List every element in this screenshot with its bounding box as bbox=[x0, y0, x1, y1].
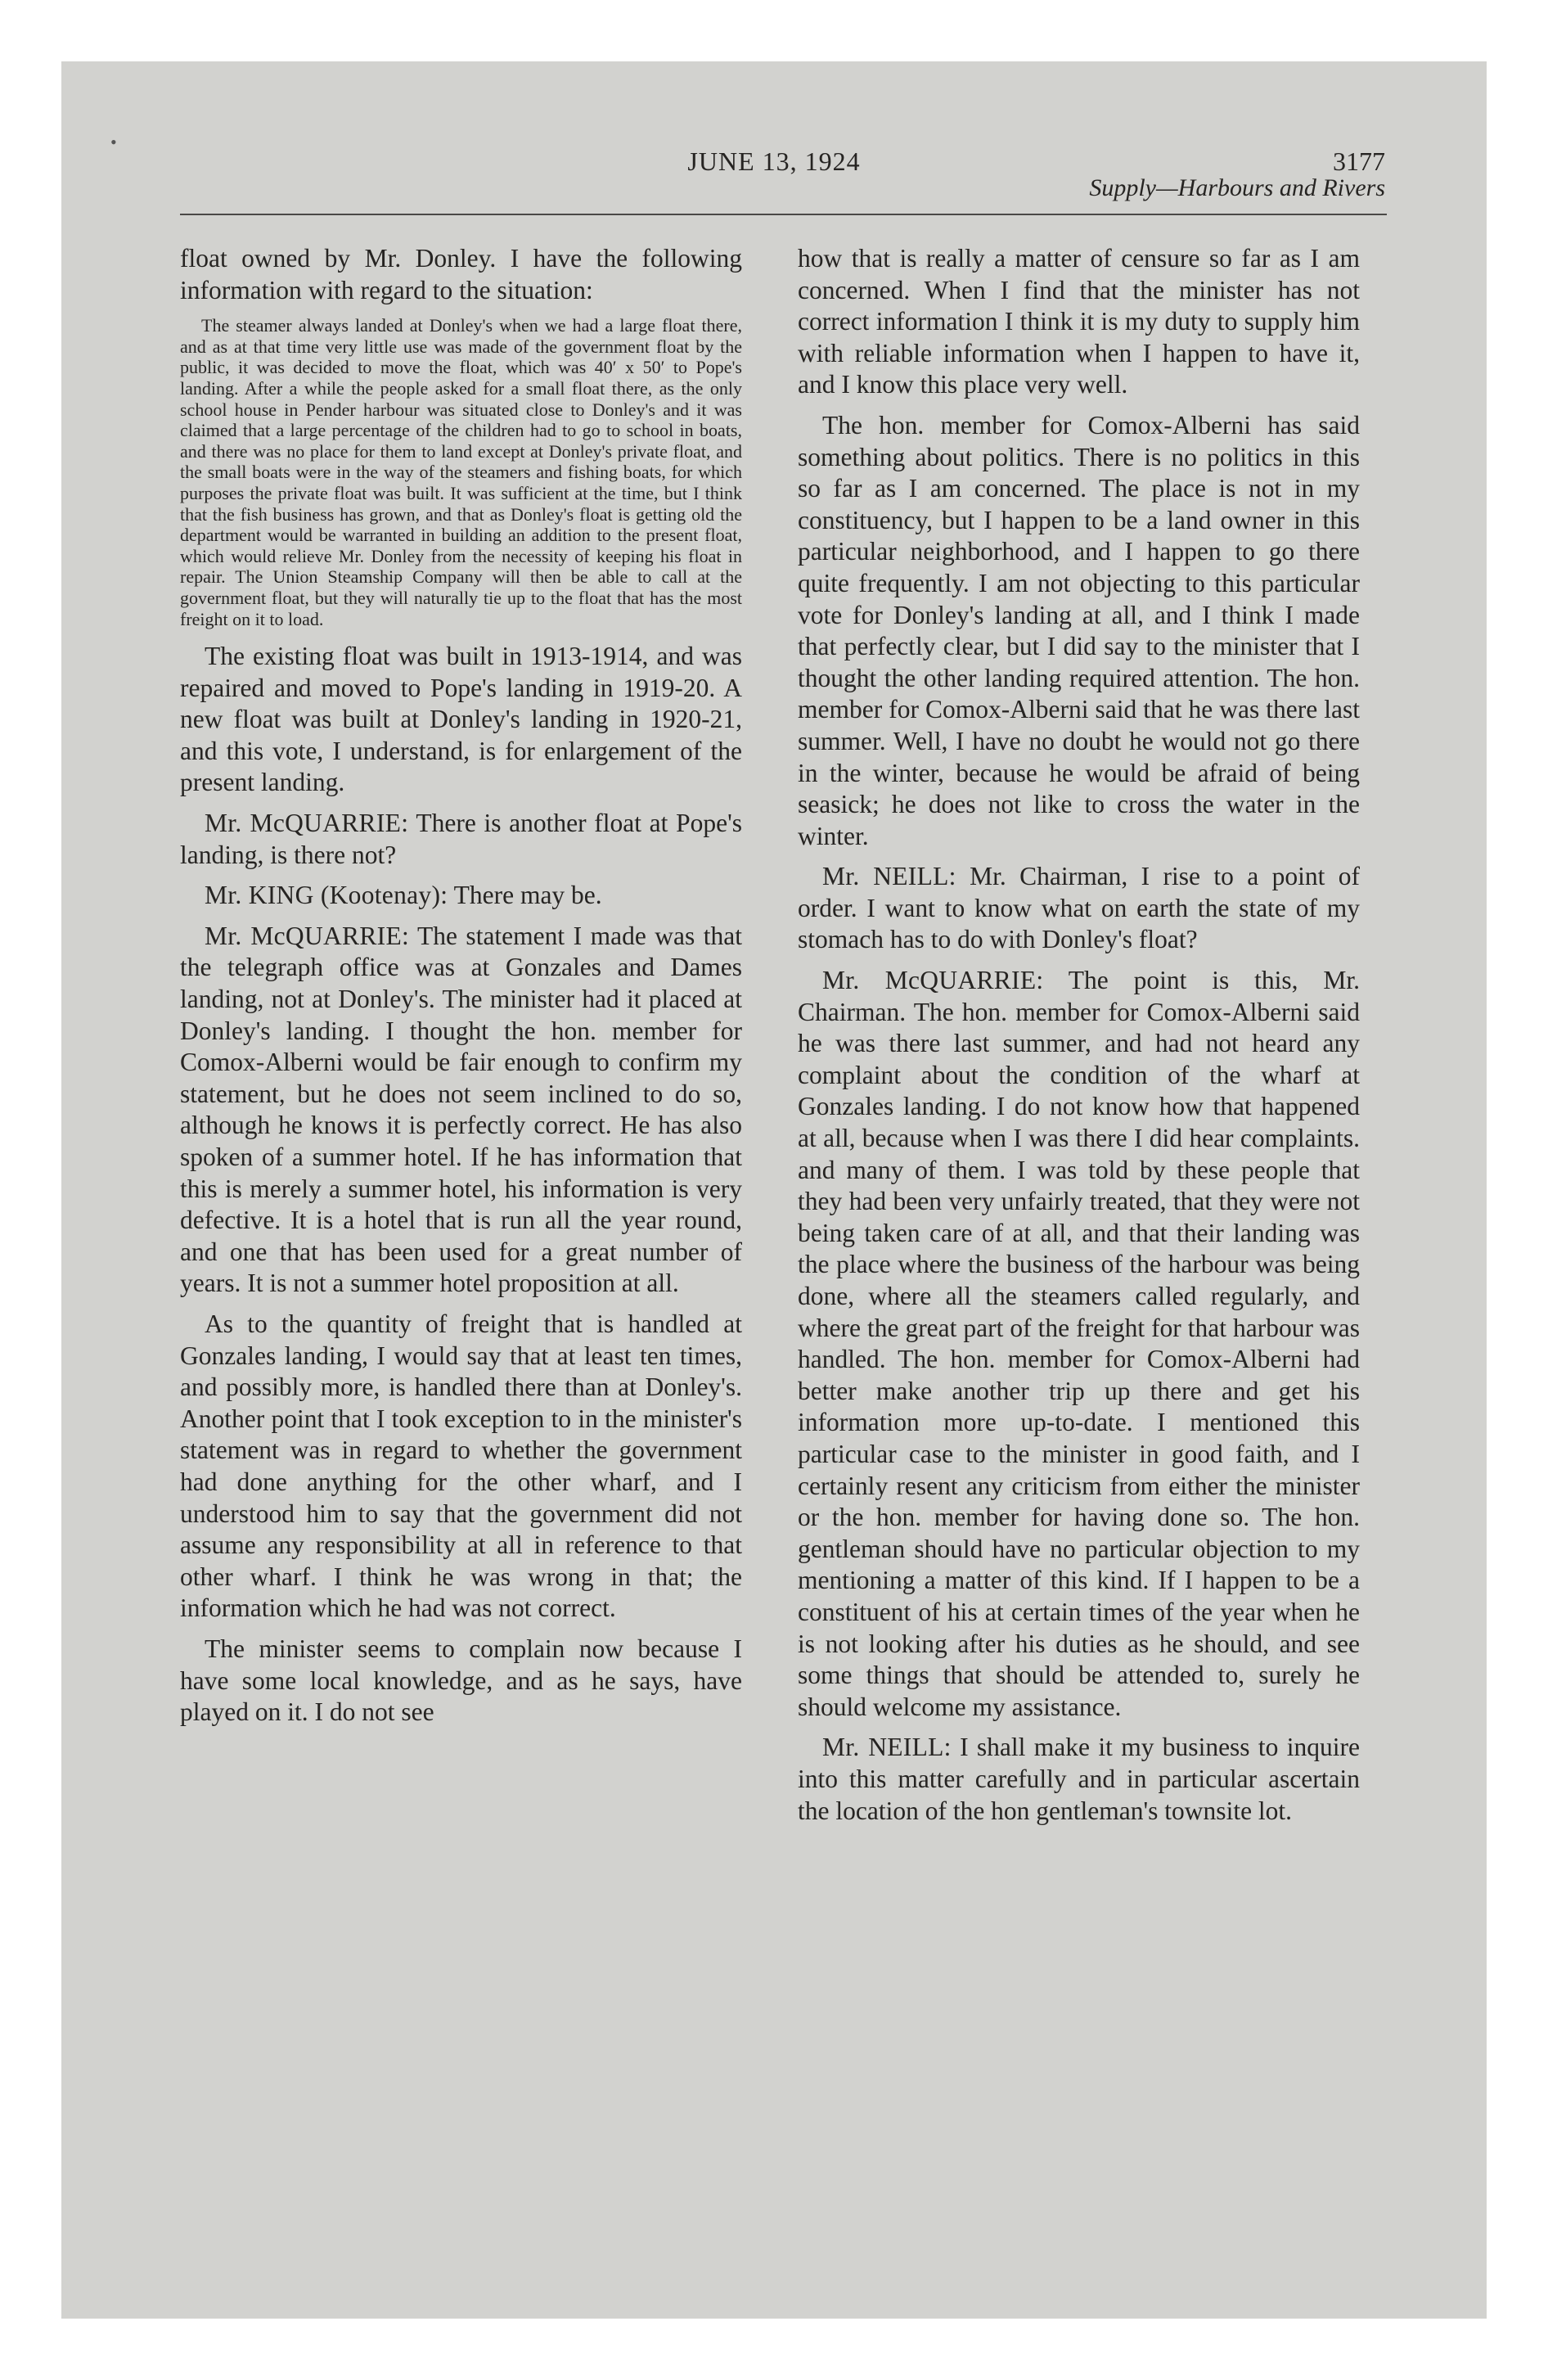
speech-paragraph bbox=[798, 965, 1360, 1723]
page-sheet bbox=[61, 61, 1487, 2319]
speech-text: There may be. bbox=[448, 881, 602, 910]
right-column bbox=[798, 243, 1360, 1836]
speech-paragraph bbox=[180, 808, 742, 871]
paragraph: As to the quantity of freight that is handled at Gonzales landing, I would say that at least ten times, and possibly more, is handled there than at Donley's. Another point that I took exception to in the minister's statement was in regard to whether the government had done anything for the other wharf, and I understood him to say that the government did not assume any responsibility at all in reference to that other wharf. I think he was wrong in that; the information which he had was not correct. bbox=[180, 1309, 742, 1623]
quoted-passage: The steamer always landed at Donley's when we had a large float there, and as at that time very little use was made of the government float by the public, it was decided to move the float, which was 40′ x 50′ to Pope's landing. After a while the people asked for a small float there, as the only school house in Pender harbour was situated close to Donley's and it was claimed that a large percentage of the children had to go to school in boats, and there was no place for them to land except at Donley's private float, and the small boats were in the way of the steamers and fishing boats, for which purposes the private float was built. It was sufficient at the time, but I think that the fish business has grown, and that as Donley's float is getting old the department would be warranted in building an addition to the present float, which would relieve Mr. Donley from the necessity of keeping his float in repair. The Union Steamship Company will then be able to call at the government float, but they will naturally tie up to the float that has the most freight on it to load. bbox=[180, 315, 742, 629]
speech-paragraph bbox=[180, 921, 742, 1300]
left-column bbox=[180, 243, 742, 1738]
paragraph: The existing float was built in 1913-1914, and was repaired and moved to Pope's landing in 1919-20. A new float was built at Donley's landing in 1920-21, and this vote, I understand, is for enlargement of the present landing. bbox=[180, 642, 742, 797]
speaker-name: Mr. NEILL: bbox=[822, 1733, 952, 1762]
speech-text: The statement I made was that the telegraph office was at Gonzales and Dames landing, not at Donley's. The minister had it placed at Donley's landing. I thought the hon. member for Comox-Alberni would be fair enough to confirm my statement, but he does not seem inclined to do so, although he knows it is perfectly correct. He has also spoken of a summer hotel. If he has information that this is merely a summer hotel, his information is very defective. It is a hotel that is run all the year round, and one that has been used for a great number of years. It is not a summer hotel proposition at all. bbox=[180, 921, 742, 1298]
speaker-name: Mr. McQUARRIE: bbox=[822, 966, 1044, 995]
header-date: JUNE 13, 1924 bbox=[687, 146, 861, 176]
paragraph: how that is really a matter of censure so far as I am concerned. When I find that the minister has not correct information I think it is my duty to supply him with reliable information when I happen to have it, and I know this place very well. bbox=[798, 244, 1360, 399]
speech-text: There is another float at Pope's landing, is there not? bbox=[180, 809, 742, 869]
header-page-number: 3177 bbox=[1333, 146, 1385, 176]
speaker-name: Mr. KING (Kootenay): bbox=[205, 881, 448, 910]
paragraph: float owned by Mr. Donley. I have the following information with regard to the situation: bbox=[180, 244, 742, 304]
speech-text: I shall make it my business to inquire into this matter carefully and in particular ascertain the location of the hon gentleman's townsite lot. bbox=[798, 1733, 1361, 1825]
speaker-name: Mr. McQUARRIE: bbox=[205, 809, 409, 838]
speaker-name: Mr. McQUARRIE: bbox=[205, 921, 410, 950]
speech-text: Mr. Chairman, I rise to a point of order. I want to know what on earth the state of my stomach has to do with Donley's float? bbox=[798, 862, 1360, 954]
header-rule bbox=[180, 214, 1387, 215]
speech-text: The point is this, Mr. Chairman. The hon. member for Comox-Alberni said he was there last summer, and had not heard any complaint about the condition of the wharf at Gonzales landing. I do not know how that happened at all, because when I was there I did hear complaints. and many of them. I was told by these people that they had been very unfairly treated, that they were not being taken care of at all, and that their landing was the place where the business of the harbour was being done, where all the steamers called regularly, and where the great part of the freight for that harbour was handled. The hon. member for Comox-Alberni had better make another trip up there and get his information more up-to-date. I mentioned this particular case to the minister in good faith, and I certainly resent any criticism from either the minister or the hon. member for having done so. The hon. gentleman should have no particular objection to my mentioning a matter of this kind. If I happen to be a constituent of his at certain times of the year when he is not looking after his duties as he should, and see some things that should be attended to, surely he should welcome my assistance. bbox=[798, 966, 1360, 1721]
paragraph: The minister seems to complain now because I have some local knowledge, and as he says, have played on it. I do not see bbox=[180, 1634, 742, 1727]
speech-paragraph bbox=[798, 1732, 1360, 1827]
paragraph: The hon. member for Comox-Alberni has said something about politics. There is no politics in this so far as I am concerned. The place is not in my constituency, but I happen to be a land owner in this particular neighborhood, and I happen to go there quite frequently. I am not objecting to this particular vote for Donley's landing at all, and I think I made that perfectly clear, but I did say to the minister that I thought the other landing required attention. The hon. member for Comox-Alberni said that he was there last summer. Well, I have no doubt he would not go there in the winter, because he would be afraid of being seasick; he does not like to cross the water in the winter. bbox=[798, 410, 1360, 850]
speaker-name: Mr. NEILL: bbox=[822, 862, 956, 891]
header-section-title: Supply—Harbours and Rivers bbox=[1089, 174, 1385, 201]
speech-paragraph bbox=[180, 880, 742, 912]
speech-paragraph bbox=[798, 861, 1360, 956]
scan-mark: • bbox=[110, 132, 117, 152]
